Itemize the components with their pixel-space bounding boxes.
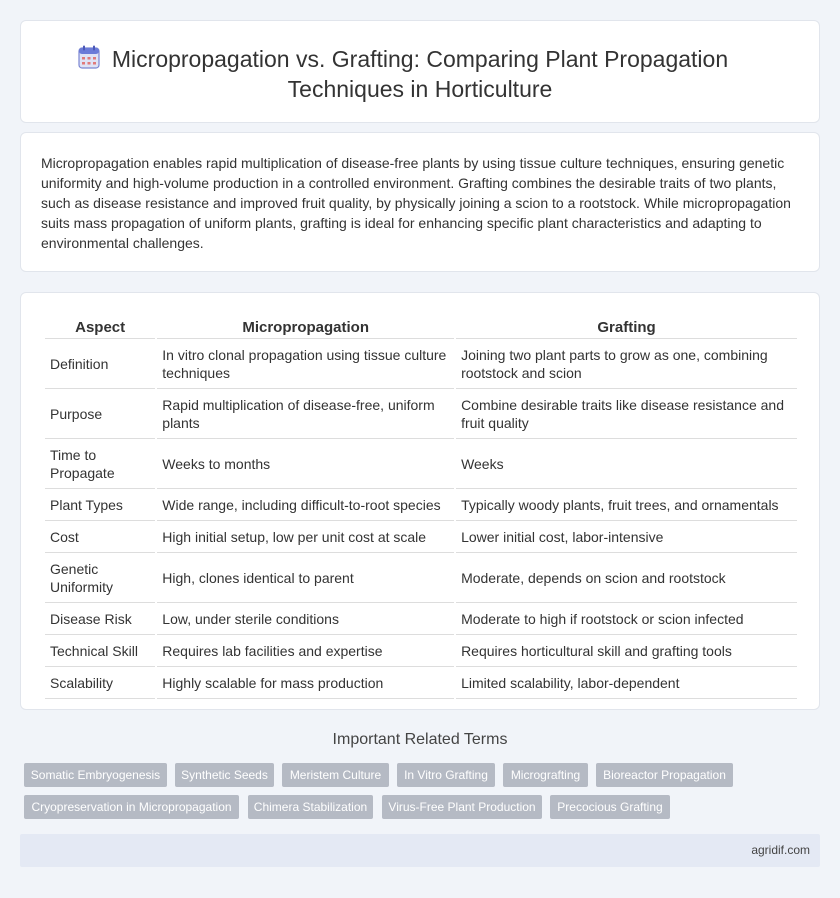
grafting-cell: Lower initial cost, labor-intensive (456, 521, 797, 553)
header-micropropagation: Micropropagation (157, 313, 454, 339)
related-term-tag[interactable]: Micrografting (503, 763, 588, 787)
table-row (45, 603, 797, 635)
grafting-cell: Typically woody plants, fruit trees, and ornamentals (456, 489, 797, 521)
table-row (45, 489, 797, 521)
related-term-tag[interactable]: Synthetic Seeds (175, 763, 274, 787)
aspect-cell: Time to Propagate (45, 439, 155, 489)
grafting-cell: Joining two plant parts to grow as one, combining rootstock and scion (456, 339, 797, 389)
aspect-cell: Disease Risk (45, 603, 155, 635)
comparison-table (43, 313, 799, 699)
intro-paragraph: Micropropagation enables rapid multiplication of disease-free plants by using tissue culture techniques, ensuring genetic uniformity and high-volume production in a controlled environment. Grafting combines the desirable traits of two plants, such as disease resistance and improved fruit quality, by physically joining a scion to a rootstock. While micropropagation suits mass propagation of uniform plants, grafting is ideal for enhancing specific plant characteristics and adapting to environmental challenges. (41, 155, 791, 251)
micropropagation-cell: Weeks to months (157, 439, 454, 489)
table-header-row (45, 313, 797, 339)
micropropagation-cell: Wide range, including difficult-to-root species (157, 489, 454, 521)
comparison-table-card (20, 292, 820, 710)
related-terms-heading: Important Related Terms (332, 731, 508, 748)
aspect-cell: Purpose (45, 389, 155, 439)
page-title-line-2: Techniques in Horticulture (287, 76, 553, 102)
grafting-cell: Combine desirable traits like disease resistance and fruit quality (456, 389, 797, 439)
page-title-line-1: Micropropagation vs. Grafting: Comparing Plant Propagation (111, 46, 729, 72)
related-term-tag[interactable]: Cryopreservation in Micropropagation (24, 795, 239, 819)
aspect-cell: Genetic Uniformity (45, 553, 155, 603)
aspect-cell: Scalability (45, 667, 155, 699)
micropropagation-cell: In vitro clonal propagation using tissue culture techniques (157, 339, 454, 389)
aspect-cell: Definition (45, 339, 155, 389)
related-term-tag[interactable]: Chimera Stabilization (248, 795, 373, 819)
grafting-cell: Requires horticultural skill and grafting tools (456, 635, 797, 667)
micropropagation-cell: Highly scalable for mass production (157, 667, 454, 699)
aspect-cell: Cost (45, 521, 155, 553)
table-row (45, 553, 797, 603)
grafting-cell: Moderate to high if rootstock or scion infected (456, 603, 797, 635)
micropropagation-cell: Requires lab facilities and expertise (157, 635, 454, 667)
table-row (45, 521, 797, 553)
related-term-tag[interactable]: Precocious Grafting (550, 795, 670, 819)
table-row (45, 635, 797, 667)
table-row (45, 439, 797, 489)
related-term-tag[interactable]: Somatic Embryogenesis (24, 763, 167, 787)
footer-site-link[interactable]: agridif.com (751, 843, 810, 857)
footer (20, 834, 820, 867)
micropropagation-cell: High, clones identical to parent (157, 553, 454, 603)
related-term-tag[interactable]: Virus-Free Plant Production (382, 795, 542, 819)
page-title (21, 44, 819, 104)
table-row (45, 339, 797, 389)
grafting-cell: Weeks (456, 439, 797, 489)
header-aspect: Aspect (45, 313, 155, 339)
related-term-tag[interactable]: Meristem Culture (282, 763, 389, 787)
related-term-tag[interactable]: In Vitro Grafting (397, 763, 495, 787)
aspect-cell: Technical Skill (45, 635, 155, 667)
table-row (45, 667, 797, 699)
micropropagation-cell: Rapid multiplication of disease-free, uniform plants (157, 389, 454, 439)
table-row (45, 389, 797, 439)
title-card (20, 20, 820, 123)
grafting-cell: Limited scalability, labor-dependent (456, 667, 797, 699)
micropropagation-cell: Low, under sterile conditions (157, 603, 454, 635)
intro-card (20, 132, 820, 272)
aspect-cell: Plant Types (45, 489, 155, 521)
header-grafting: Grafting (456, 313, 797, 339)
related-term-tag[interactable]: Bioreactor Propagation (596, 763, 733, 787)
micropropagation-cell: High initial setup, low per unit cost at scale (157, 521, 454, 553)
grafting-cell: Moderate, depends on scion and rootstock (456, 553, 797, 603)
